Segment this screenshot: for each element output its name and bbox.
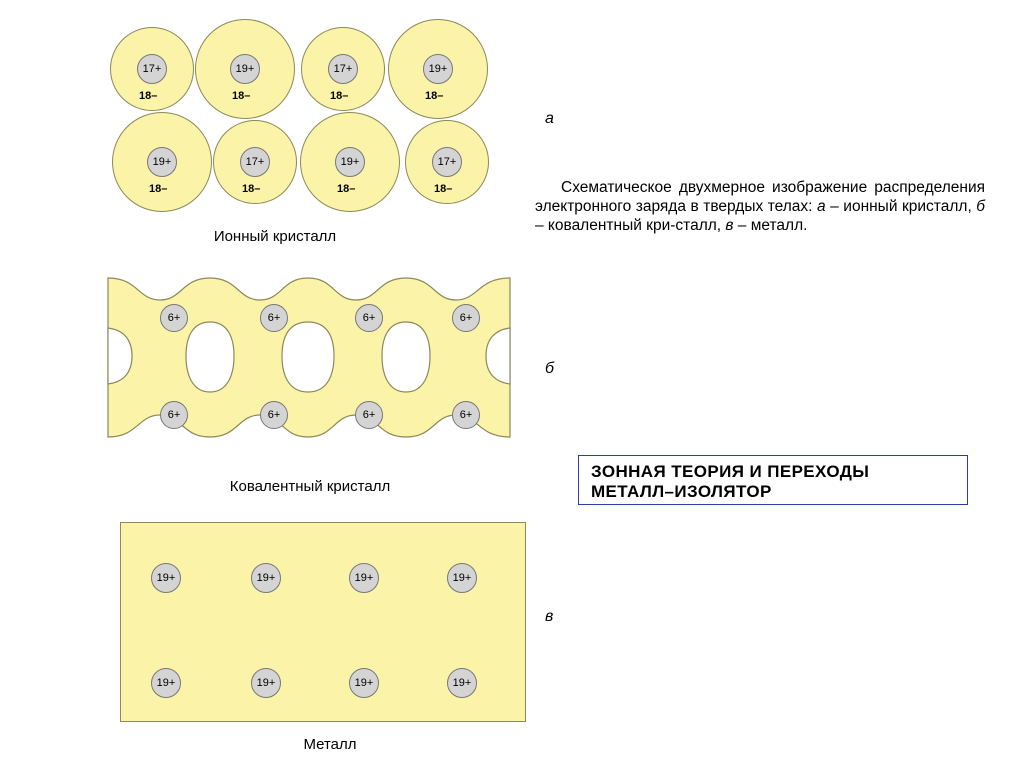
- ion-shell-label: 18–: [139, 90, 158, 102]
- description-lead: Схематическое двухмерное изображение распределения электронного заряда в твердых телах:: [535, 179, 985, 215]
- ion-shell-label: 18–: [232, 90, 251, 102]
- ion-core-label: 17+: [240, 147, 270, 177]
- metal-ion-core-label: 19+: [447, 668, 477, 698]
- covalent-core-label: 6+: [160, 304, 188, 332]
- panel-letter-a: а: [545, 110, 554, 127]
- ionic-crystal-diagram: [110, 22, 500, 212]
- description-b-text: – ковалентный кри-сталл,: [535, 217, 726, 234]
- ion-shell-label: 18–: [337, 183, 356, 195]
- figure-description: [535, 178, 985, 235]
- ion-core-label: 19+: [230, 54, 260, 84]
- metal-ion-core-label: 19+: [151, 563, 181, 593]
- ion-shell-label: 18–: [425, 90, 444, 102]
- metal-ion-core-label: 19+: [349, 563, 379, 593]
- ionic-crystal-caption: Ионный кристалл: [213, 228, 337, 245]
- description-v-text: – металл.: [733, 217, 808, 234]
- metal-ion-core-label: 19+: [251, 668, 281, 698]
- covalent-core-label: 6+: [452, 304, 480, 332]
- ion-shell-label: 18–: [242, 183, 261, 195]
- ion-core-label: 19+: [147, 147, 177, 177]
- ion-shell-label: 18–: [434, 183, 453, 195]
- section-title-box: [578, 455, 968, 505]
- covalent-core-label: 6+: [355, 304, 383, 332]
- metal-ion-core-label: 19+: [151, 668, 181, 698]
- ion-core-label: 17+: [328, 54, 358, 84]
- metal-ion-core-label: 19+: [251, 563, 281, 593]
- description-letter-a: а: [817, 198, 826, 215]
- metal-diagram: [120, 522, 526, 722]
- panel-letter-v: в: [545, 608, 554, 625]
- covalent-core-label: 6+: [260, 304, 288, 332]
- metal-ion-core-label: 19+: [447, 563, 477, 593]
- covalent-crystal-diagram: [100, 270, 520, 445]
- ion-shell-label: 18–: [330, 90, 349, 102]
- ion-core-label: 17+: [137, 54, 167, 84]
- description-letter-v: в: [725, 217, 734, 234]
- description-letter-b: б: [976, 198, 985, 215]
- ion-core-label: 19+: [423, 54, 453, 84]
- section-title-line-1: ЗОННАЯ ТЕОРИЯ И ПЕРЕХОДЫ: [591, 462, 870, 481]
- ion-shell-label: 18–: [149, 183, 168, 195]
- panel-letter-b: б: [545, 360, 554, 377]
- section-title-line-2: МЕТАЛЛ–ИЗОЛЯТОР: [591, 482, 772, 501]
- metal-caption: Металл: [303, 736, 357, 753]
- covalent-core-label: 6+: [355, 401, 383, 429]
- covalent-core-label: 6+: [260, 401, 288, 429]
- covalent-core-label: 6+: [160, 401, 188, 429]
- covalent-core-label: 6+: [452, 401, 480, 429]
- ion-core-label: 17+: [432, 147, 462, 177]
- metal-ion-core-label: 19+: [349, 668, 379, 698]
- covalent-crystal-caption: Ковалентный кристалл: [229, 478, 391, 495]
- ion-core-label: 19+: [335, 147, 365, 177]
- description-a-text: – ионный кристалл,: [825, 198, 977, 215]
